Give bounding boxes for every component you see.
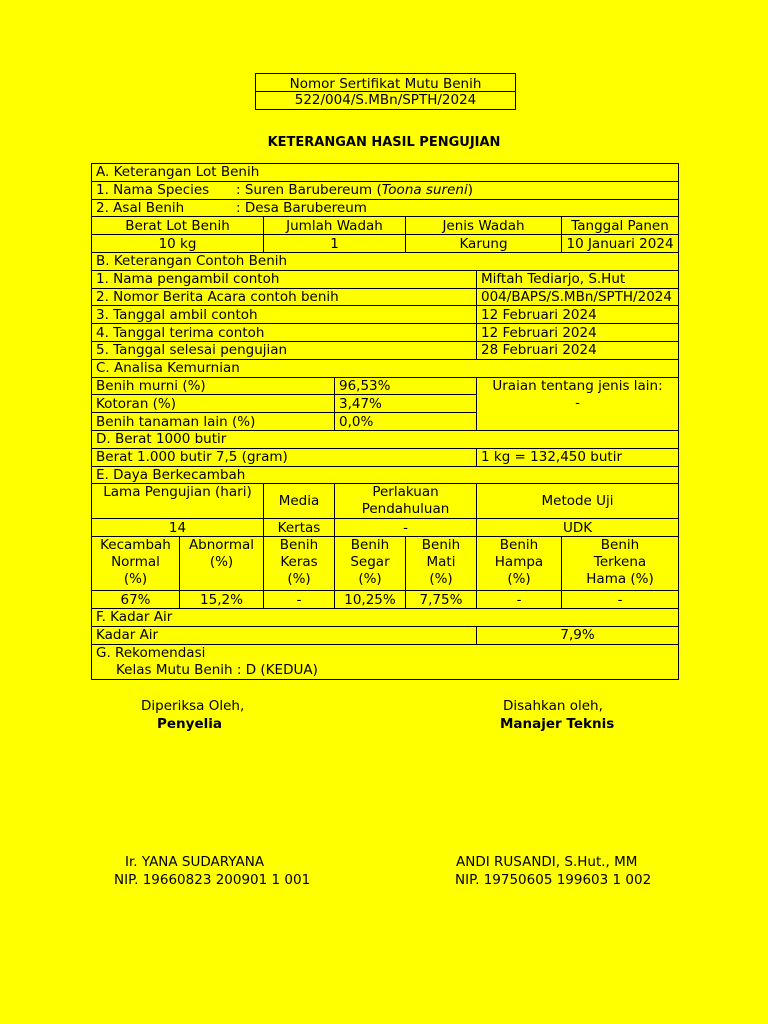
result-header-line: (%) [429,571,453,588]
impurity-label: Kotoran (%) [92,395,335,413]
result-header-line: Benih [350,537,390,554]
result-header-line: Benih [421,537,461,554]
result-header [406,537,477,591]
lot-weight-header: Berat Lot Benih [92,217,264,235]
result-header [335,537,406,591]
result-header [180,537,264,591]
result-header-line: (%) [123,571,148,588]
result-header-line: Segar [350,554,390,571]
impurity-value: 3,47% [335,395,477,413]
origin-row [92,199,679,217]
sample-row-value: Miftah Tediarjo, S.Hut [477,270,679,288]
result-header-line: (%) [507,571,531,588]
result-value: 10,25% [335,591,406,609]
result-header [92,537,180,591]
section-c-heading: C. Analisa Kemurnian [92,359,679,377]
quality-class: Kelas Mutu Benih : D (KEDUA) [116,661,318,678]
result-header-line: Benih [499,537,539,554]
result-value: 15,2% [180,591,264,609]
left-signature-nip: NIP. 19660823 200901 1 001 [114,872,311,888]
right-signature-nip: NIP. 19750605 199603 1 002 [455,872,652,888]
other-species-label: Uraian tentang jenis lain: [492,377,663,394]
other-species-cell [477,377,679,430]
container-type-value: Karung [406,235,562,253]
left-signature-caption: Diperiksa Oleh, [141,698,245,714]
result-header-line: (%) [209,554,234,571]
sample-row-value: 12 Februari 2024 [477,306,679,324]
duration-value: 14 [92,519,264,537]
result-header-line: Terkena [593,554,647,571]
result-header-line: Kecambah [100,537,171,554]
result-value: - [477,591,562,609]
container-count-header: Jumlah Wadah [264,217,406,235]
species-value: : Suren Barubereum ( [236,182,382,199]
container-count-value: 1 [264,235,406,253]
species-suffix: ) [467,182,473,199]
sample-row-label: 5. Tanggal selesai pengujian [92,341,477,359]
right-signature-name: ANDI RUSANDI, S.Hut., MM [456,854,638,870]
moisture-value: 7,9% [477,626,679,644]
result-header-line: (%) [287,571,311,588]
pretreatment-value: - [335,519,477,537]
result-header [264,537,335,591]
left-signature-name: Ir. YANA SUDARYANA [125,854,265,870]
result-header-line: Hampa [494,554,544,571]
result-header-line: Mati [426,554,456,571]
pretreatment-header-line1: Perlakuan [372,484,439,501]
method-header: Metode Uji [477,484,679,519]
result-header [477,537,562,591]
pretreatment-header-line2: Pendahuluan [361,501,450,518]
recommendation-cell [92,644,679,679]
purity-value: 96,53% [335,377,477,395]
certificate-box [255,73,516,110]
sample-row-label: 4. Tanggal terima contoh [92,324,477,342]
thousand-seed-weight: Berat 1.000 butir 7,5 (gram) [92,448,477,466]
result-header [562,537,679,591]
species-latin: Toona sureni [381,182,468,199]
section-g-heading: G. Rekomendasi [96,644,206,661]
result-header-line: Abnormal [188,537,255,554]
container-type-header: Jenis Wadah [406,217,562,235]
species-row [92,181,679,199]
certificate-number: 522/004/S.MBn/SPTH/2024 [294,92,477,108]
test-result-table [91,163,679,680]
lot-weight-value: 10 kg [92,235,264,253]
sample-row-label: 2. Nomor Berita Acara contoh benih [92,288,477,306]
sample-row-label: 1. Nama pengambil contoh [92,270,477,288]
other-seed-label: Benih tanaman lain (%) [92,413,335,431]
method-value: UDK [477,519,679,537]
result-header-line: Benih [600,537,640,554]
document-title: KETERANGAN HASIL PENGUJIAN [267,135,501,150]
section-d-heading: D. Berat 1000 butir [92,430,679,448]
sample-row-value: 004/BAPS/S.MBn/SPTH/2024 [477,288,679,306]
other-species-value: - [575,394,580,411]
origin-value: : Desa Barubereum [236,199,367,216]
result-value: 67% [92,591,180,609]
species-label: 1. Nama Species [96,182,210,199]
result-header-line: (%) [358,571,382,588]
duration-header: Lama Pengujian (hari) [92,484,264,519]
section-f-heading: F. Kadar Air [92,608,679,626]
result-value: - [264,591,335,609]
section-a-heading: A. Keterangan Lot Benih [92,164,679,182]
sample-row-label: 3. Tanggal ambil contoh [92,306,477,324]
sample-row-value: 12 Februari 2024 [477,324,679,342]
left-signature-role: Penyelia [157,716,222,732]
result-value: 7,75% [406,591,477,609]
right-signature-caption: Disahkan oleh, [503,698,603,714]
result-header-line: Keras [280,554,318,571]
other-seed-value: 0,0% [335,413,477,431]
right-signature-role: Manajer Teknis [500,716,615,732]
section-e-heading: E. Daya Berkecambah [92,466,679,484]
pretreatment-header [335,484,477,519]
sample-row-value: 28 Februari 2024 [477,341,679,359]
seeds-per-kg: 1 kg = 132,450 butir [477,448,679,466]
media-value: Kertas [264,519,335,537]
purity-label: Benih murni (%) [92,377,335,395]
media-header: Media [264,484,335,519]
result-header-line: Benih [279,537,319,554]
certificate-label: Nomor Sertifikat Mutu Benih [256,74,515,92]
moisture-label: Kadar Air [92,626,477,644]
harvest-date-header: Tanggal Panen [562,217,679,235]
harvest-date-value: 10 Januari 2024 [562,235,679,253]
result-header-line: Normal [111,554,160,571]
result-header-line: Hama (%) [586,571,654,588]
origin-label: 2. Asal Benih [96,199,185,216]
section-b-heading: B. Keterangan Contoh Benih [92,252,679,270]
result-value: - [562,591,679,609]
